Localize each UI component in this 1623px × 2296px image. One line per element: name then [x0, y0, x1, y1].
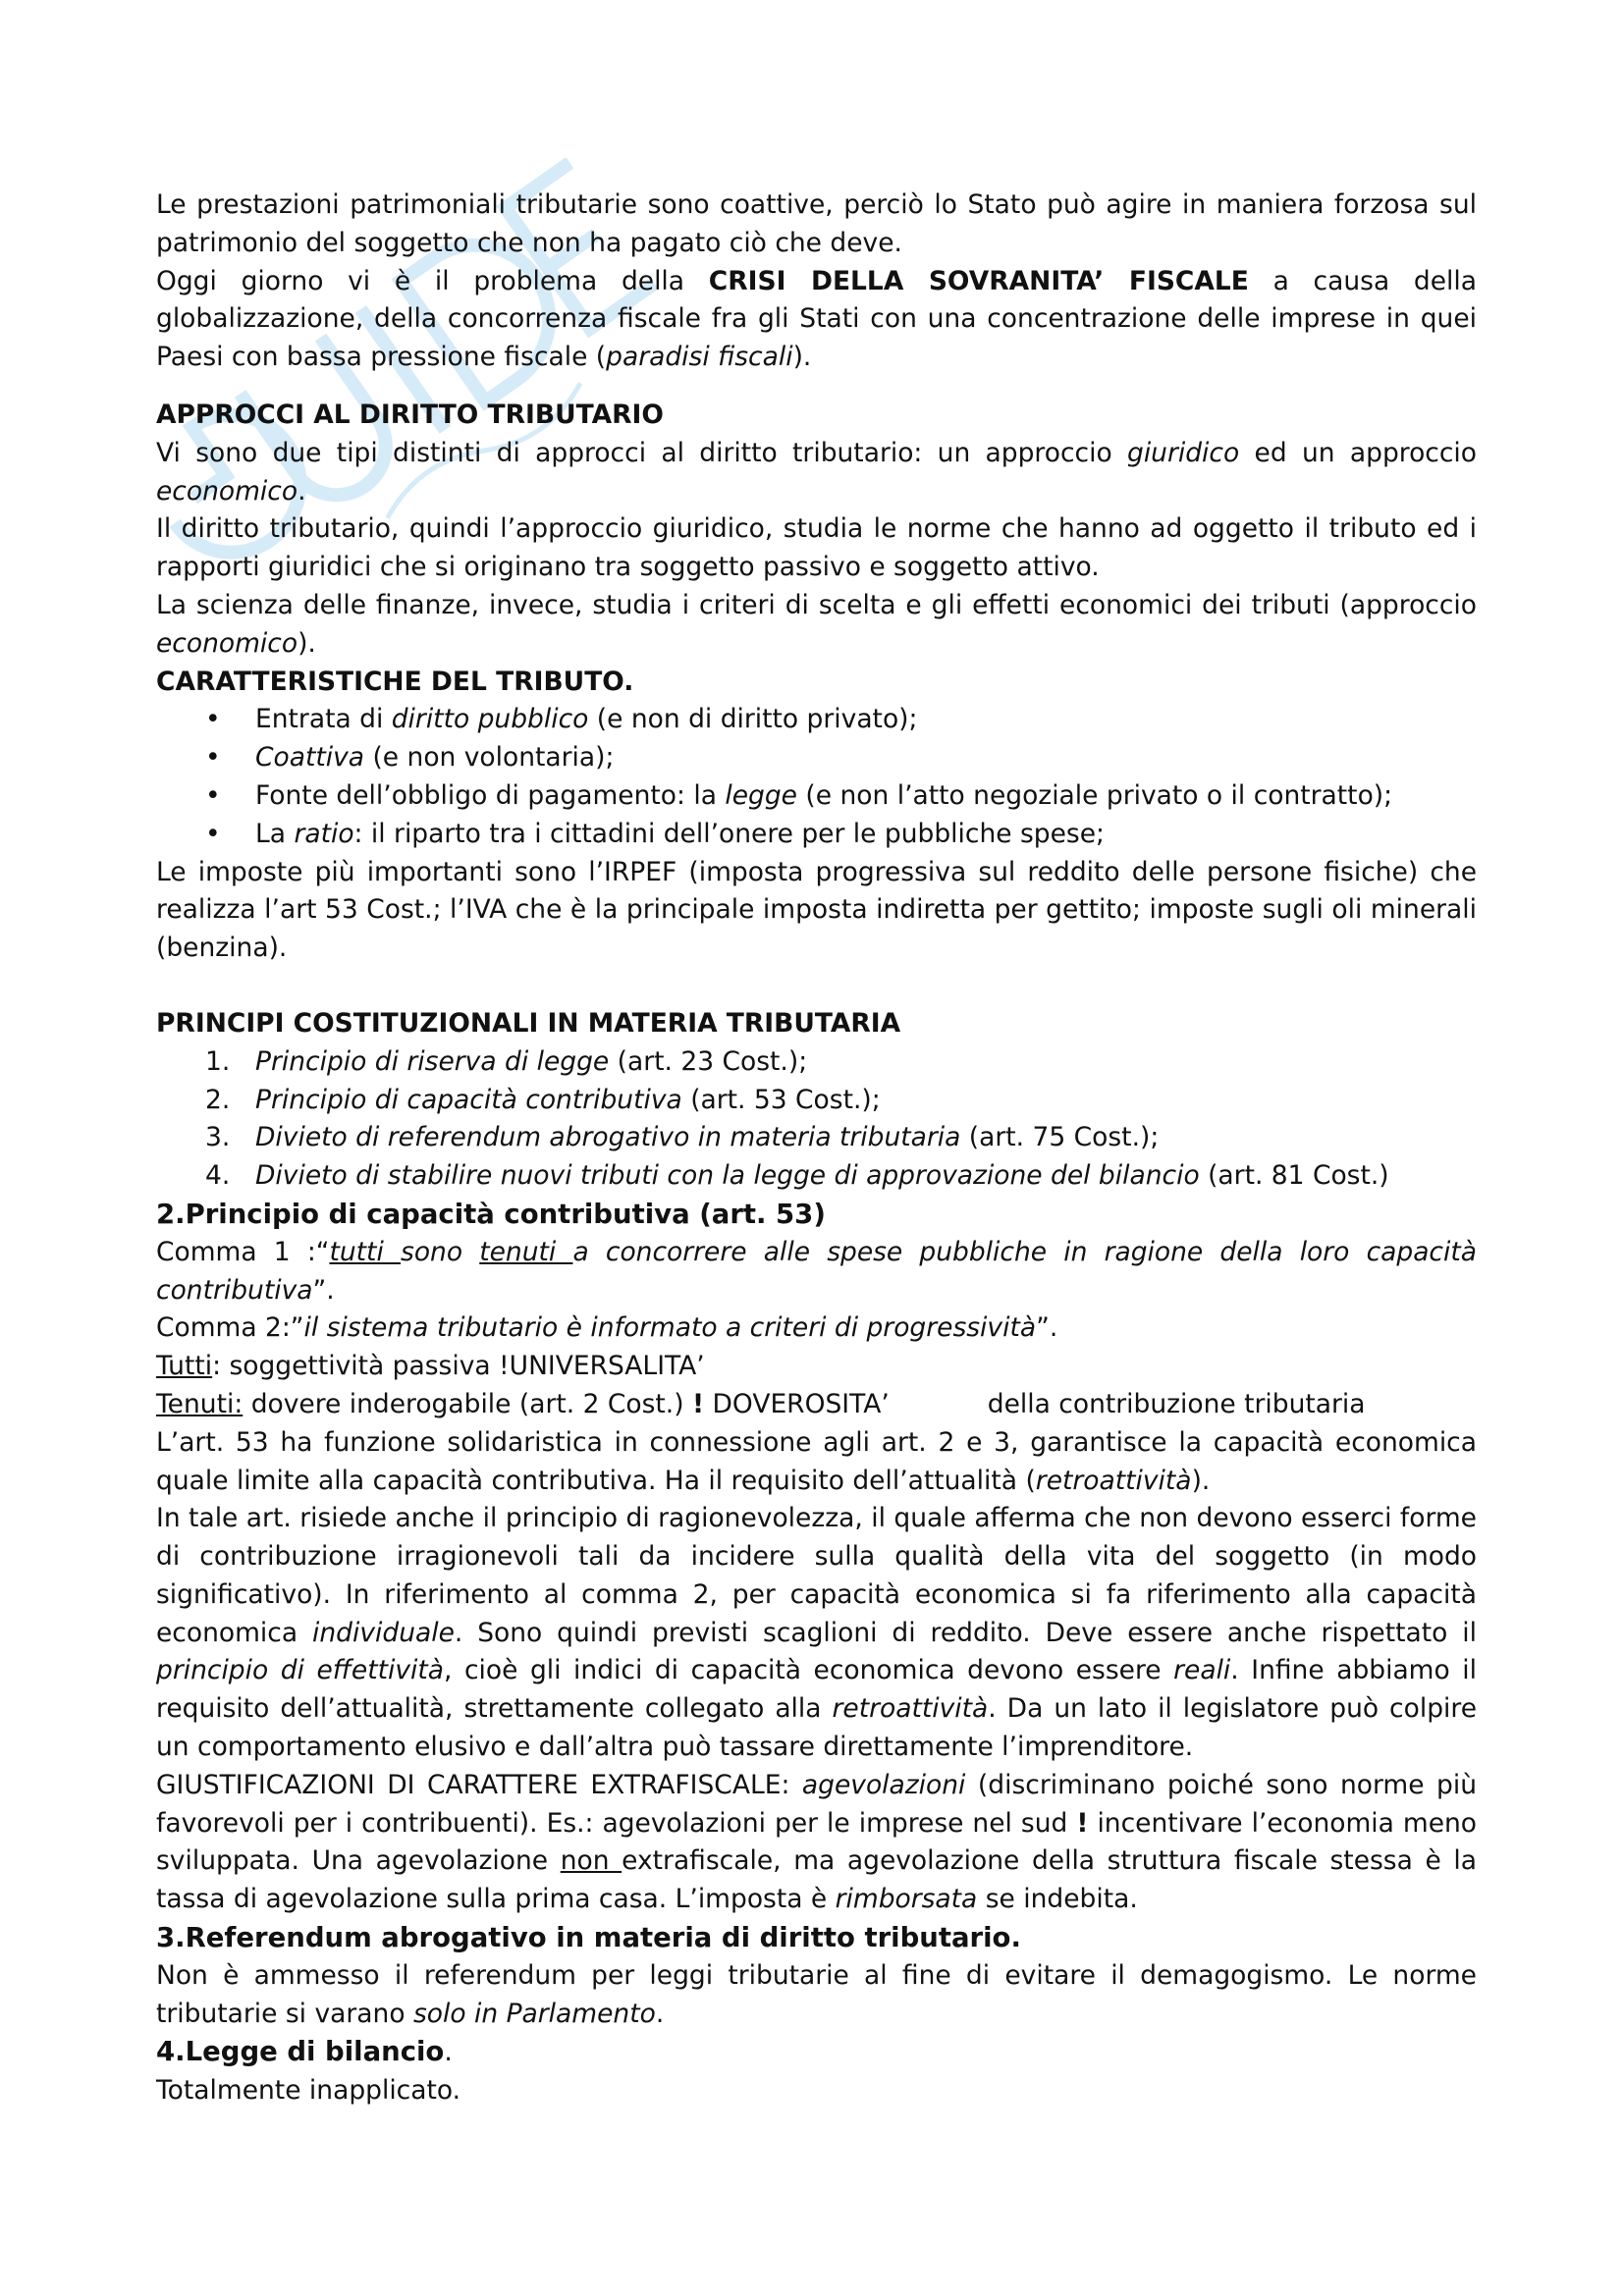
paragraph: Vi sono due tipi distinti di approcci al diritto tributario: un approccio giuridico ed un approccio economico.	[156, 437, 1477, 507]
paragraph: GIUSTIFICAZIONI DI CARATTERE EXTRAFISCALE: agevolazioni (discriminano poiché sono norme più favorevoli per i contribuenti). Es.: agevolazioni per le imprese nel sud ! incentivare l’economia meno sviluppata. Una agevolazione non extrafiscale, ma agevolazione della struttura fiscale stessa è la tassa di agevolazione sulla prima casa. L’imposta è rimborsata se indebita.	[156, 1769, 1478, 1915]
list-item: • Fonte dell’obbligo di pagamento: la legge (e non l’atto negoziale privato o il contratto);	[156, 777, 1477, 816]
paragraph: Non è ammesso il referendum per leggi tributarie al fine di evitare il demagogismo. Le norme tributarie si varano solo in Parlamento.	[156, 1959, 1477, 2029]
subsection-heading: 4.Legge di bilancio.	[156, 2036, 453, 2068]
paragraph: Tenuti: dovere inderogabile (art. 2 Cost.) ! DOVEROSITA’ della contribuzione tributaria	[156, 1388, 1366, 1419]
section-heading: CARATTERISTICHE DEL TRIBUTO.	[156, 666, 634, 697]
paragraph: Totalmente inapplicato.	[156, 2075, 461, 2107]
paragraph: La scienza delle finanze, invece, studia i criteri di scelta e gli effetti economici dei tributi (approccio economico).	[156, 589, 1477, 659]
list-item: • Entrata di diritto pubblico (e non di diritto privato);	[156, 701, 1477, 739]
list-item: • La ratio: il riparto tra i cittadini dell’onere per le pubbliche spese;	[156, 816, 1477, 854]
paragraph: Comma 1 :“tutti sono tenuti a concorrere alle spese pubbliche in ragione della loro capacità contributiva”.	[156, 1236, 1477, 1306]
document-body	[156, 187, 1477, 2110]
list-item: 2. Principio di capacità contributiva (art. 53 Cost.);	[205, 1084, 881, 1115]
list-item: 1. Principio di riserva di legge (art. 23 Cost.);	[205, 1045, 808, 1077]
list-item: 3. Divieto di referendum abrogativo in materia tributaria (art. 75 Cost.);	[205, 1122, 1160, 1153]
principles-list	[156, 1043, 1477, 1196]
paragraph: In tale art. risiede anche il principio di ragionevolezza, il quale afferma che non devono esserci forme di contribuzione irragionevoli tali da incidere sulla qualità della vita del soggetto (in modo significativo). In riferimento al comma 2, per capacità economica si fa riferimento alla capacità economica individuale. Sono quindi previsti scaglioni di reddito. Deve essere anche rispettato il principio di effettività, cioè gli indici di capacità economica devono essere reali. Infine abbiamo il requisito dell’attualità, strettamente collegato alla retroattività. Da un lato il legislatore può colpire un comportamento elusivo e dall’altra può tassare direttamente l’imprenditore.	[156, 1503, 1477, 1763]
section-heading: APPROCCI AL DIRITTO TRIBUTARIO	[156, 399, 664, 430]
paragraph: Tutti: soggettività passiva !UNIVERSALITA’	[156, 1351, 705, 1382]
characteristics-list	[156, 701, 1477, 853]
paragraph: Oggi giorno vi è il problema della CRISI DELLA SOVRANITA’ FISCALE a causa della globalizzazione, della concorrenza fiscale fra gli Stati con una concentrazione delle imprese in quei Paesi con bassa pressione fiscale (paradisi fiscali).	[156, 265, 1477, 373]
paragraph: Comma 2:”il sistema tributario è informato a criteri di progressività”.	[156, 1312, 1058, 1344]
paragraph: Le imposte più importanti sono l’IRPEF (imposta progressiva sul reddito delle persone fisiche) che realizza l’art 53 Cost.; l’IVA che è la principale imposta indiretta per gettito; imposte sugli oli minerali (benzina).	[156, 856, 1477, 964]
paragraph: Il diritto tributario, quindi l’approccio giuridico, studia le norme che hanno ad oggetto il tributo ed i rapporti giuridici che si originano tra soggetto passivo e soggetto attivo.	[156, 513, 1477, 583]
list-item: • Coattiva (e non volontaria);	[156, 739, 1477, 777]
subsection-heading: 2.Principio di capacità contributiva (art. 53)	[156, 1198, 826, 1230]
list-item: 4. Divieto di stabilire nuovi tributi con la legge di approvazione del bilancio (art. 81 Cost.)	[205, 1160, 1389, 1192]
section-heading: PRINCIPI COSTITUZIONALI IN MATERIA TRIBUTARIA	[156, 1007, 901, 1039]
subsection-heading: 3.Referendum abrogativo in materia di diritto tributario.	[156, 1922, 1021, 1954]
paragraph: Le prestazioni patrimoniali tributarie sono coattive, perciò lo Stato può agire in maniera forzosa sul patrimonio del soggetto che non ha pagato ciò che deve.	[156, 189, 1477, 258]
paragraph: L’art. 53 ha funzione solidaristica in connessione agli art. 2 e 3, garantisce la capacità economica quale limite alla capacità contributiva. Ha il requisito dell’attualità (retroattività).	[156, 1426, 1477, 1496]
